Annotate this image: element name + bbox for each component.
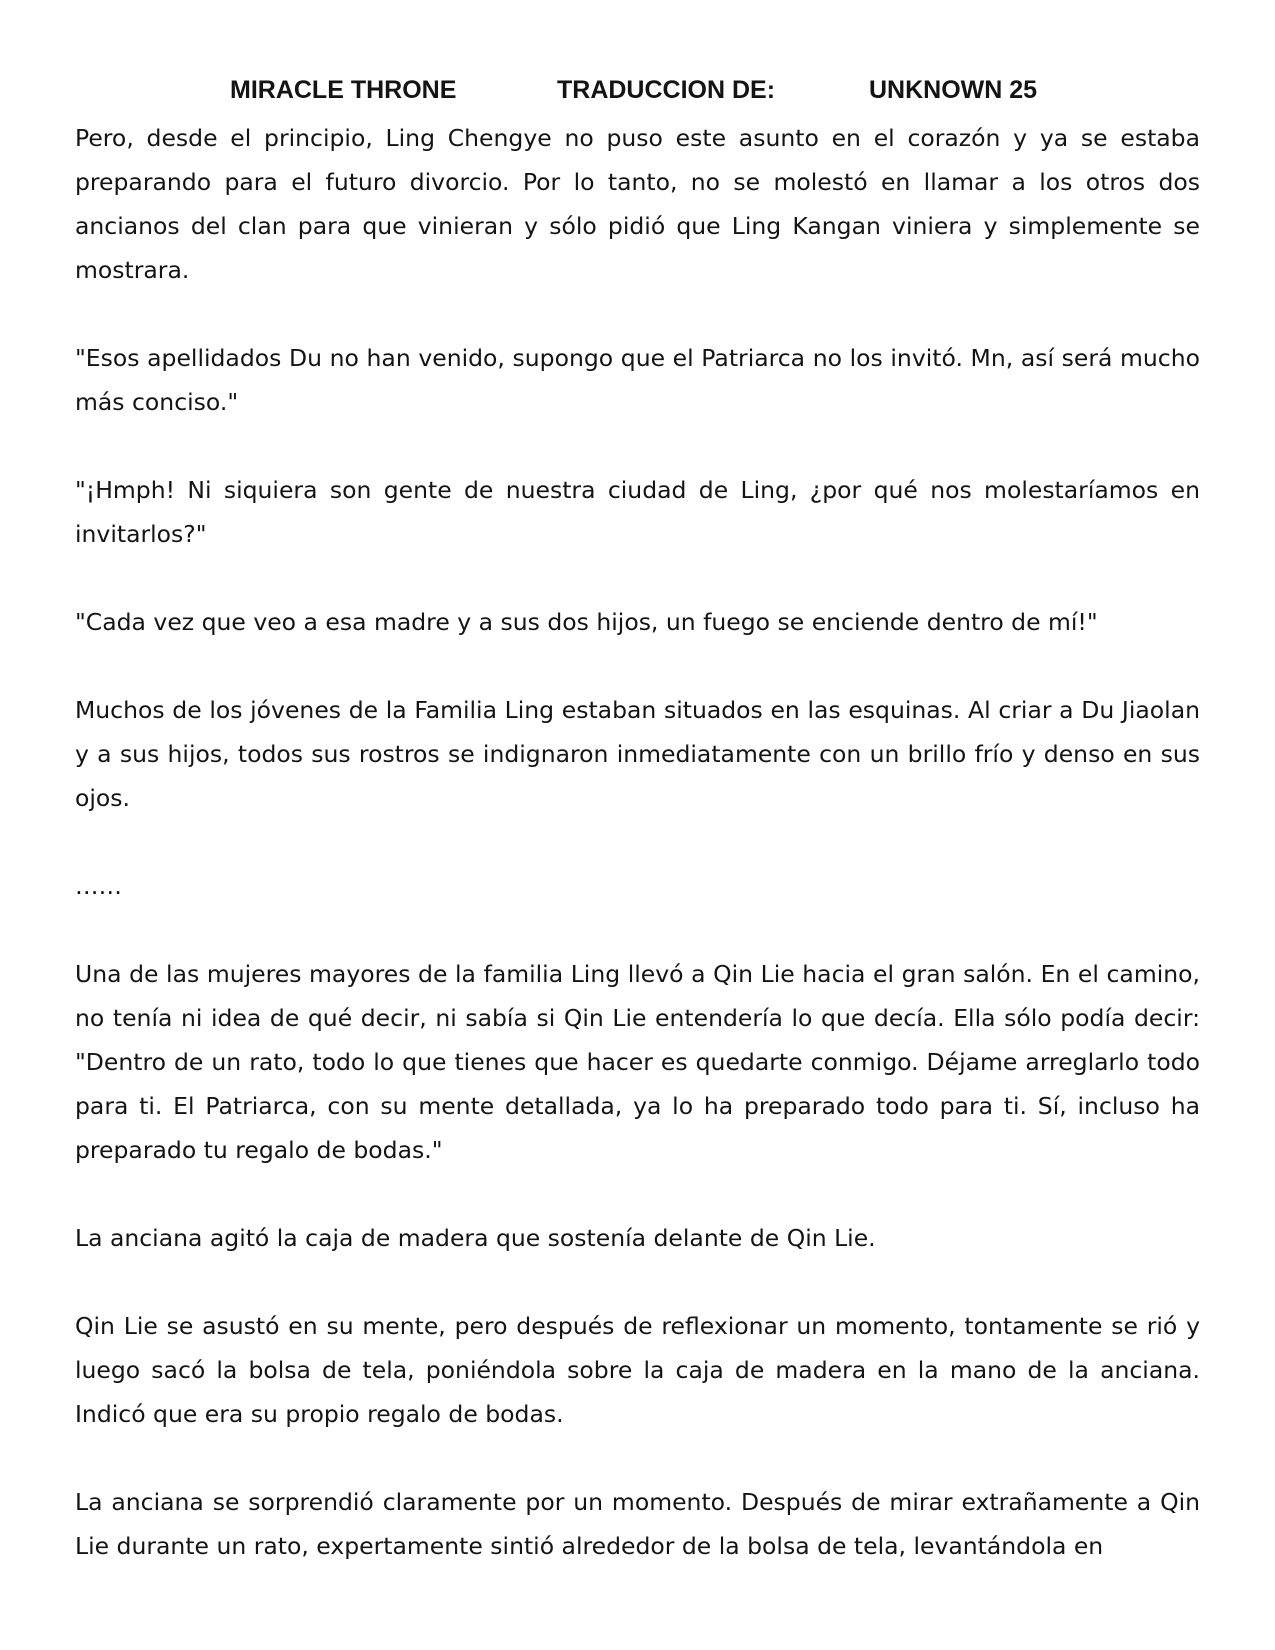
header-translator: UNKNOWN 25: [869, 76, 1038, 104]
paragraph: "Esos apellidados Du no han venido, supongo que el Patriarca no los invitó. Mn, así será mucho más conciso.": [75, 344, 1200, 416]
paragraph: "¡Hmph! Ni siquiera son gente de nuestra ciudad de Ling, ¿por qué nos molestaríamos en invitarlos?": [75, 476, 1200, 548]
paragraph: Una de las mujeres mayores de la familia Ling llevó a Qin Lie hacia el gran salón. En el camino, no tenía ni idea de qué decir, ni sabía si Qin Lie entendería lo que decía. Ella sólo podía decir: "Dentro de un rato, todo lo que tienes que hacer es quedarte conmigo. Déjame arreglarlo todo para ti. El Patriarca, con su mente detallada, ya lo ha preparado todo para ti. Sí, incluso ha preparado tu regalo de bodas.": [75, 960, 1200, 1164]
paragraph: Muchos de los jóvenes de la Familia Ling estaban situados en las esquinas. Al criar a Du Jiaolan y a sus hijos, todos sus rostros se indignaron inmediatamente con un brillo frío y denso en sus ojos.: [75, 696, 1200, 812]
paragraph: "Cada vez que veo a esa madre y a sus dos hijos, un fuego se enciende dentro de mí!": [75, 608, 1098, 636]
scene-break: ……: [75, 872, 122, 900]
paragraph: Pero, desde el principio, Ling Chengye no puso este asunto en el corazón y ya se estaba preparando para el futuro divorcio. Por lo tanto, no se molestó en llamar a los otros dos ancianos del clan para que vinieran y sólo pidió que Ling Kangan viniera y simplemente se mostrara.: [75, 124, 1200, 284]
paragraph: Qin Lie se asustó en su mente, pero después de reflexionar un momento, tontamente se rió y luego sacó la bolsa de tela, poniéndola sobre la caja de madera en la mano de la anciana. Indicó que era su propio regalo de bodas.: [75, 1312, 1200, 1428]
page-header: [0, 68, 1275, 112]
header-translation-label: TRADUCCION DE:: [557, 76, 776, 104]
paragraph: La anciana se sorprendió claramente por un momento. Después de mirar extrañamente a Qin Lie durante un rato, expertamente sintió alrededor de la bolsa de tela, levantándola en: [75, 1488, 1200, 1560]
document-body: [75, 116, 1200, 1568]
header-title: MIRACLE THRONE: [230, 76, 457, 104]
paragraph: La anciana agitó la caja de madera que sostenía delante de Qin Lie.: [75, 1224, 876, 1252]
